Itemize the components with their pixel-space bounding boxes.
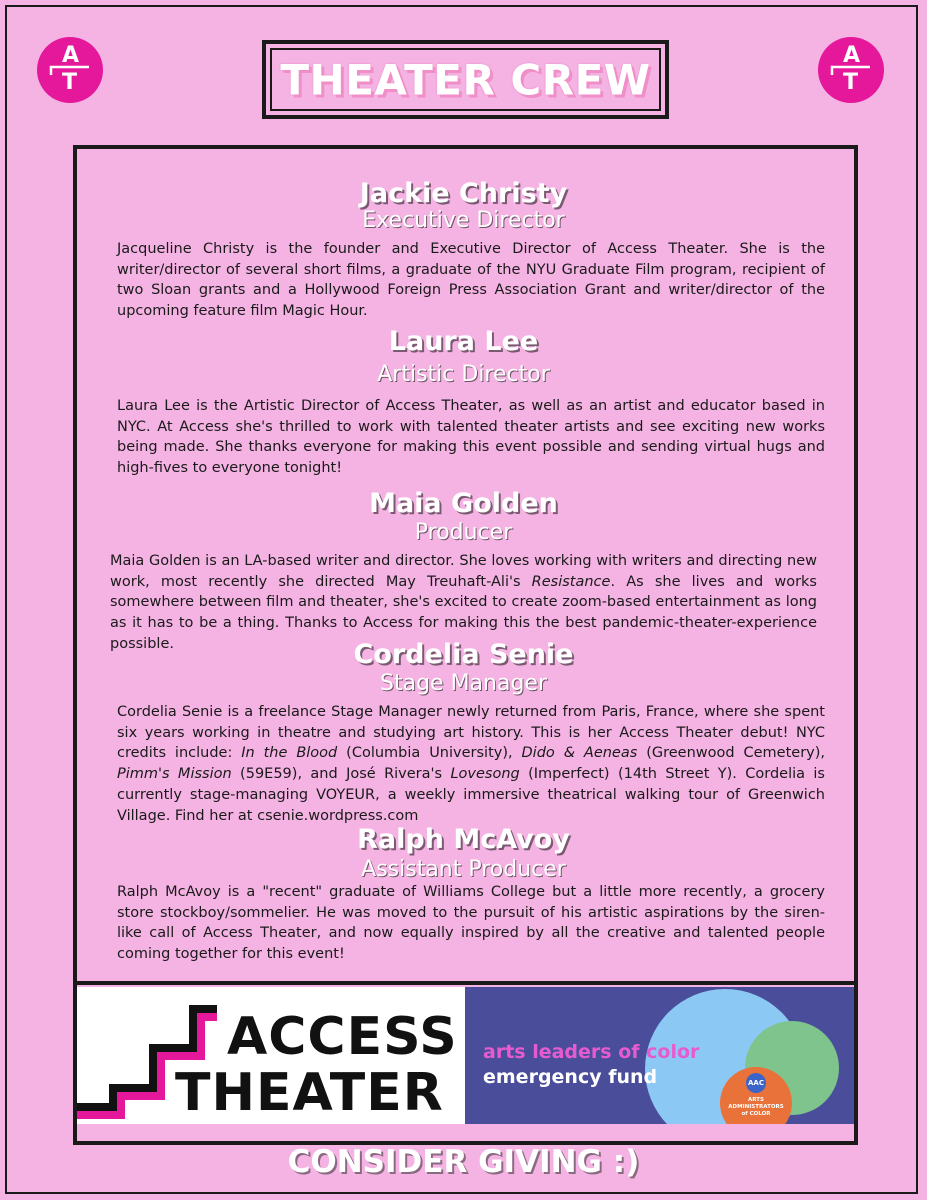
bio-text: (Columbia University), [337, 745, 522, 762]
crew-role: Assistant Producer [361, 857, 566, 882]
bio-title-italic: In the Blood [241, 745, 338, 762]
at-logo-left [37, 37, 103, 103]
crew-name: Jackie Christy [359, 178, 568, 209]
bio-text: (Imperfect) (14th Street Y). Cordelia is currently stage-managing VOYEUR, a weekly immersive theatrical walking tour of Greenwich Village. Find her at csenie.wordpress.com [117, 766, 825, 824]
logo-letter-a: A [62, 43, 80, 68]
aac-mark: AAC [746, 1073, 766, 1093]
crew-role: Executive Director [362, 208, 565, 233]
bio-text: Maia Golden is an LA-based writer and director. She loves working with writers and directing new work, most recently she directed May Treuhaft-Ali's [110, 553, 817, 590]
logo-letter-a: A [843, 43, 861, 68]
aac-caption: ARTS ADMINISTRATORS of COLOR [728, 1097, 784, 1117]
page-title: THEATER CREW [280, 55, 651, 104]
crew-name: Laura Lee [388, 326, 539, 357]
crew-name: Cordelia Senie [353, 639, 574, 670]
bio-title-italic: Lovesong [450, 766, 520, 783]
logo-letter-t: T [62, 70, 78, 95]
bio-text: . As she lives and works somewhere between film and theater, she's excited to create zoom-based entertainment as long as it has to be a thing. Thanks to Access for making this the best pandemic-theater-experience possible. [110, 573, 817, 652]
crew-bio: Ralph McAvoy is a "recent" graduate of Williams College but a little more recently, a grocery store stockboy/sommelier. He was moved to the pursuit of his artistic aspirations by the siren-like call of Access Theater, and now equally inspired by all the creative and talented people coming together for this event! [117, 884, 825, 963]
crew-name: Ralph McAvoy [357, 824, 570, 855]
crew-role: Stage Manager [380, 671, 547, 696]
crew-role: Artistic Director [377, 362, 550, 387]
bio-text: Cordelia Senie is a freelance Stage Manager newly returned from Paris, France, where she spent six years working in theatre and studying art history. This is her Access Theater debut! NYC credits include: [117, 704, 825, 762]
bio-title-italic: Resistance [531, 573, 611, 590]
alc-line-1: arts leaders of color [483, 1041, 700, 1063]
crew-bio: Jacqueline Christy is the founder and Executive Director of Access Theater. She is the writer/director of several short films, a graduate of the NYU Graduate Film program, recipient of two Sloan grants and a Hollywood Foreign Press Association Grant and writer/director of the upcoming feature film Magic Hour. [117, 241, 825, 320]
crew-role: Producer [414, 520, 513, 545]
alc-emergency-fund-banner [465, 987, 854, 1124]
access-theater-logo [77, 987, 465, 1124]
bio-title-italic: Dido & Aeneas [521, 745, 638, 762]
title-box [262, 40, 669, 119]
bio-title-italic: Pimm's Mission [117, 766, 232, 783]
consider-giving-text: CONSIDER GIVING :) [287, 1144, 640, 1180]
logo-letter-t: T [843, 70, 859, 95]
at-logo-right [818, 37, 884, 103]
crew-bio: Laura Lee is the Artistic Director of Access Theater, as well as an artist and educator based in NYC. At Access she's thrilled to work with talented theater artists and see exciting new works being made. She thanks everyone for making this event possible and sending virtual hugs and high-fives to everyone tonight! [117, 398, 825, 477]
theater-word: THEATER [175, 1063, 444, 1123]
access-word: ACCESS [227, 1007, 458, 1067]
bio-text: (Greenwood Cemetery), [637, 745, 826, 762]
crew-name: Maia Golden [369, 488, 558, 519]
bio-text: (59E59), and José Rivera's [231, 766, 451, 783]
alc-line-2: emergency fund [483, 1066, 658, 1088]
crew-bio [117, 702, 825, 826]
divider-line [73, 981, 858, 985]
